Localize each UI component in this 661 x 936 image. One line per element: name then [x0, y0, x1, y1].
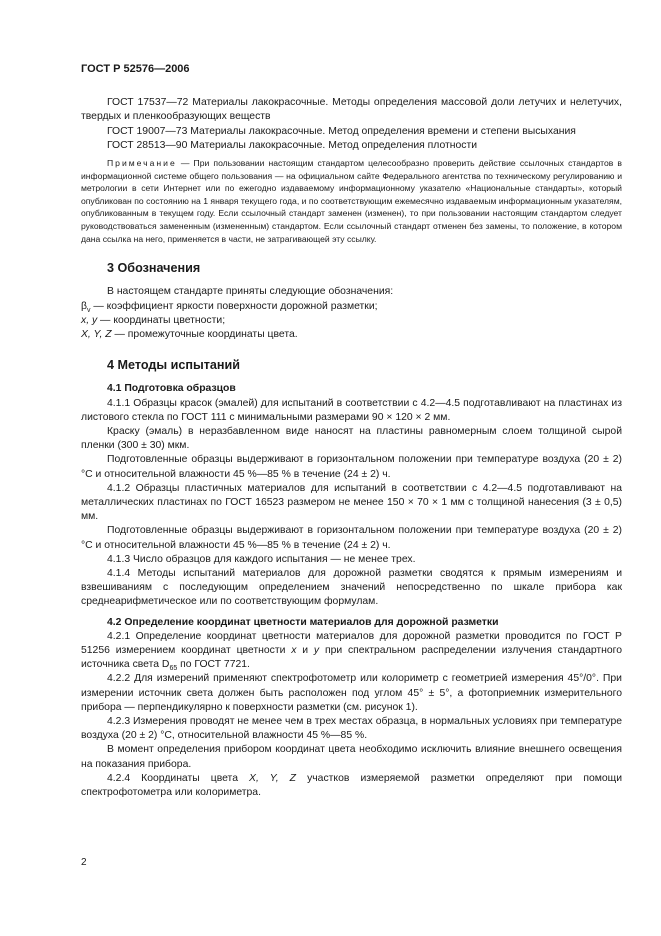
symbol-xy [81, 314, 622, 328]
paragraph-4-2-1 [81, 630, 622, 673]
p421-part-a: 4.2.1 Определение координат цветности материалов для дорожной разметки проводится по ГОСТ Р 51256 измерением координат цветности [81, 630, 622, 657]
p421-y: y [313, 645, 320, 657]
paragraph-4-1-2-b: Подготовленные образцы выдерживают в горизонтальном положении при температуре воздуха (20 ± 2) °С и относительной влажности 45 %—85 % в течение (24 ± 2) ч. [81, 525, 622, 551]
paragraph-4-1-1-c: Подготовленные образцы выдерживают в горизонтальном положении при температуре воздуха (20 ± 2) °С и относительной влажности 45 %—85 % в течение (24 ± 2) ч. [81, 454, 622, 480]
reference-gost-19007: ГОСТ 19007—73 Материалы лакокрасочные. Метод определения времени и степени высыхания [107, 125, 576, 137]
p424-part-a: 4.2.4 Координаты цвета [107, 772, 250, 784]
section-3-intro: В настоящем стандарте приняты следующие обозначения: [107, 286, 394, 298]
document-page [81, 62, 622, 800]
paragraph-4-2-4 [81, 772, 622, 800]
p421-d65-sub: 65 [169, 665, 178, 673]
subsection-4-2-title: 4.2 Определение координат цветности материалов для дорожной разметки [107, 616, 499, 628]
reference-gost-17537: ГОСТ 17537—72 Материалы лакокрасочные. Методы определения массовой доли летучих и нелетучих, твердых и пленкообразующих веществ [81, 97, 622, 123]
p421-part-c: по ГОСТ 7721. [177, 659, 250, 671]
p421-and: и [296, 645, 314, 657]
paragraph-4-2-2: 4.2.2 Для измерений применяют спектрофотометр или колориметр с геометрией измерения 45°/0°. При измерении источник света должен быть расположен под углом 45° ± 5°, а фотоприемник измерительного прибора — перпендикулярно к поверхности разметки (см. рисунок 1). [81, 673, 622, 713]
symbol-xyz [81, 328, 622, 342]
section-3-title: 3 Обозначения [107, 261, 201, 276]
beta-definition: — коэффициент яркости поверхности дорожной разметки; [90, 300, 378, 312]
beta-subscript: v [86, 306, 91, 314]
xyz-definition: — промежуточные координаты цвета. [111, 328, 298, 340]
xyz-symbol: X, Y, Z [81, 328, 112, 340]
xy-symbol: x, y [81, 314, 98, 326]
p421-part-b: при спектральном распределении излучения стандартного источника света D [81, 645, 623, 671]
note-text: — При пользовании настоящим стандартом целесообразно проверить действие ссылочных стандартов в информационной системе общего пользования — на официальном сайте Федерального агентства по техническому регулированию и метрологии в сети Интернет или по ежегодно издаваемому информационному указателю «Национальные стандарты», который опубликован по состоянию на 1 января текущего года, и по соответствующим ежемесячно издаваемым информационным указателям, опубликованным в текущем году. Если ссылочный стандарт заменен (изменен), то при пользовании настоящим стандартом следует руководствоваться замененным (измененным) стандартом. Если ссылочный стандарт отменен без замены, то положение, в котором дана ссылка на него, применяется в части, не затрагивающей эту ссылку. [81, 158, 622, 244]
note-paragraph [81, 157, 622, 245]
subsection-4-1-title: 4.1 Подготовка образцов [107, 383, 236, 395]
paragraph-4-1-1-b: Краску (эмаль) в неразбавленном виде наносят на пластины равномерным слоем толщиной сырой пленки (300 ± 30) мкм. [81, 426, 622, 452]
p421-x: x [291, 645, 297, 657]
section-4-title: 4 Методы испытаний [107, 358, 240, 373]
paragraph-4-2-3: 4.2.3 Измерения проводят не менее чем в трех местах образца, в нормальных условиях при температуре воздуха (20 ± 2) °С, относительной влажности 45 %—85 %. [81, 716, 622, 742]
symbol-beta [81, 300, 622, 314]
beta-symbol: β [81, 300, 87, 312]
p424-symbols: X, Y, Z [249, 772, 297, 784]
document-header: ГОСТ Р 52576—2006 [81, 63, 190, 75]
paragraph-4-1-1: 4.1.1 Образцы красок (эмалей) для испытаний в соответствии с 4.2—4.5 подготавливают на пластинах из листового стекла по ГОСТ 111 с минимальными размерами 90 × 120 × 2 мм. [81, 397, 622, 423]
reference-gost-28513: ГОСТ 28513—90 Материалы лакокрасочные. Метод определения плотности [107, 139, 478, 151]
p424-part-b: участков измеряемой разметки определяют при помощи спектрофотометра или колориметра. [81, 772, 622, 799]
paragraph-4-2-3-b: В момент определения прибором координат цвета необходимо исключить влияние внешнего освещения на показания прибора. [81, 744, 622, 770]
note-lead: Примечание [107, 158, 177, 169]
paragraph-4-1-2: 4.1.2 Образцы пластичных материалов для испытаний в соответствии с 4.2—4.5 подготавливают на металлических пластинах по ГОСТ 16523 размером не менее 150 × 70 × 1 мм с толщиной нанесения (3 ± 0,5) мм. [81, 482, 622, 523]
xy-definition: — координаты цветности; [97, 314, 226, 326]
paragraph-4-1-4: 4.1.4 Методы испытаний материалов для дорожной разметки сводятся к прямым измерениям и взвешиваниям с последующим определением значений непосредственно по шкале прибора как среднеарифметическое или по соответствующим формулам. [81, 568, 622, 608]
paragraph-4-1-3: 4.1.3 Число образцов для каждого испытания — не менее трех. [107, 553, 416, 565]
page-number: 2 [81, 857, 87, 868]
